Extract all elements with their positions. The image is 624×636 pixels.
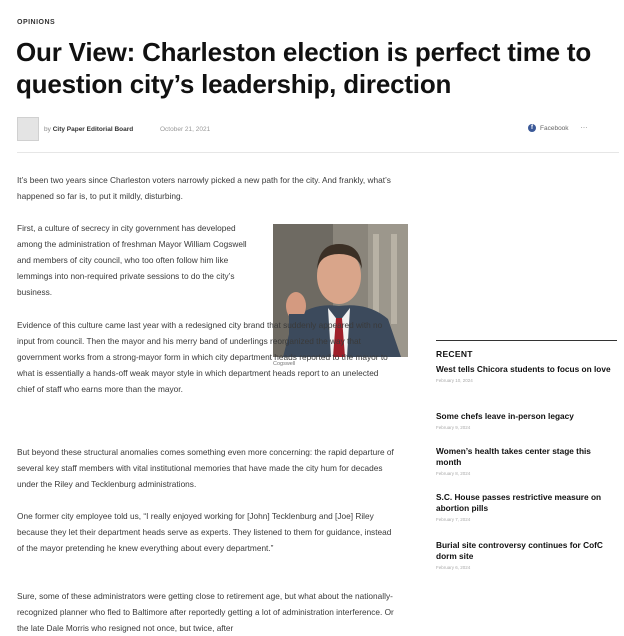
more-options-icon[interactable]: ⋯: [580, 125, 589, 132]
sidebar-heading: RECENT: [436, 349, 473, 359]
sidebar-top-rule: [436, 340, 617, 341]
recent-item-title[interactable]: Women’s health takes center stage this month: [436, 446, 591, 467]
author-avatar[interactable]: [17, 117, 39, 141]
recent-item[interactable]: [436, 492, 617, 522]
recent-item-title[interactable]: Some chefs leave in-person legacy: [436, 411, 574, 421]
article-paragraph-4: But beyond these structural anomalies comes something even more concerning: the rapid departure of several key staff members with vital institutional memories that have made the city hum for decades under the Riley and Tecklenburg administrations.: [17, 447, 394, 489]
publish-date: October 21, 2021: [160, 126, 211, 133]
facebook-icon[interactable]: f: [528, 124, 536, 132]
photo-caption: Cogswell: [273, 361, 296, 367]
recent-item[interactable]: [436, 411, 617, 430]
article-paragraph-3: Evidence of this culture came last year with a redesigned city brand that suddenly appeared with no input from council. Then the mayor and his merry band of underlings reorganized the way that government works from a strong-mayor form in which city department heads reported to the mayor to what is essentially a hands-off weak mayor style in which department heads report to an unelected chief of staff who earns more than the mayor.: [17, 320, 388, 394]
share-buttons: [528, 121, 589, 135]
article-paragraph-5: One former city employee told us, “I really enjoyed working for [John] Tecklenburg and [Joe] Riley because they let their department heads serve as experts. They listened to them for guidance, instead of the mayor pretending he knew everything about every department.”: [17, 511, 392, 553]
recent-item-date: February 7, 2024: [436, 517, 471, 522]
author-link[interactable]: City Paper Editorial Board: [52, 126, 134, 133]
header-divider: [17, 152, 619, 153]
recent-item[interactable]: [436, 446, 617, 476]
facebook-share-label[interactable]: Facebook: [540, 124, 569, 132]
recent-item[interactable]: [436, 364, 617, 383]
recent-item-title[interactable]: West tells Chicora students to focus on love: [436, 364, 611, 374]
recent-item-date: February 8, 2024: [436, 471, 471, 476]
byline-row: [17, 117, 617, 143]
article-paragraph-2: First, a culture of secrecy in city government has developed among the administration of freshman Mayor William Cogswell and members of city council, who too often follow him like lemmings into non-required private sessions to do the city’s business.: [17, 223, 247, 297]
recent-item[interactable]: [436, 540, 617, 570]
recent-item-title[interactable]: Burial site controversy continues for CofC dorm site: [436, 540, 603, 561]
recent-item-date: February 6, 2024: [436, 565, 471, 570]
category-label[interactable]: OPINIONS: [17, 19, 56, 26]
recent-item-date: February 9, 2024: [436, 425, 471, 430]
recent-item-title[interactable]: S.C. House passes restrictive measure on abortion pills: [436, 492, 602, 513]
headline: Our View: Charleston election is perfect time to question city’s leadership, direction: [16, 37, 592, 99]
byline: [44, 126, 133, 133]
article-paragraph-1: It’s been two years since Charleston voters narrowly picked a new path for the city. And frankly, what’s happened so far is, to put it mildly, disturbing.: [17, 175, 391, 201]
article-paragraph-6: Sure, some of these administrators were getting close to retirement age, but what about the nationally-recognized planner who fled to Baltimore after reportedly getting a lot of administration interference. Or the late Dale Morris who resigned not once, but twice, after: [17, 591, 394, 633]
recent-item-date: February 10, 2024: [436, 378, 473, 383]
byline-prefix: by: [44, 126, 51, 133]
